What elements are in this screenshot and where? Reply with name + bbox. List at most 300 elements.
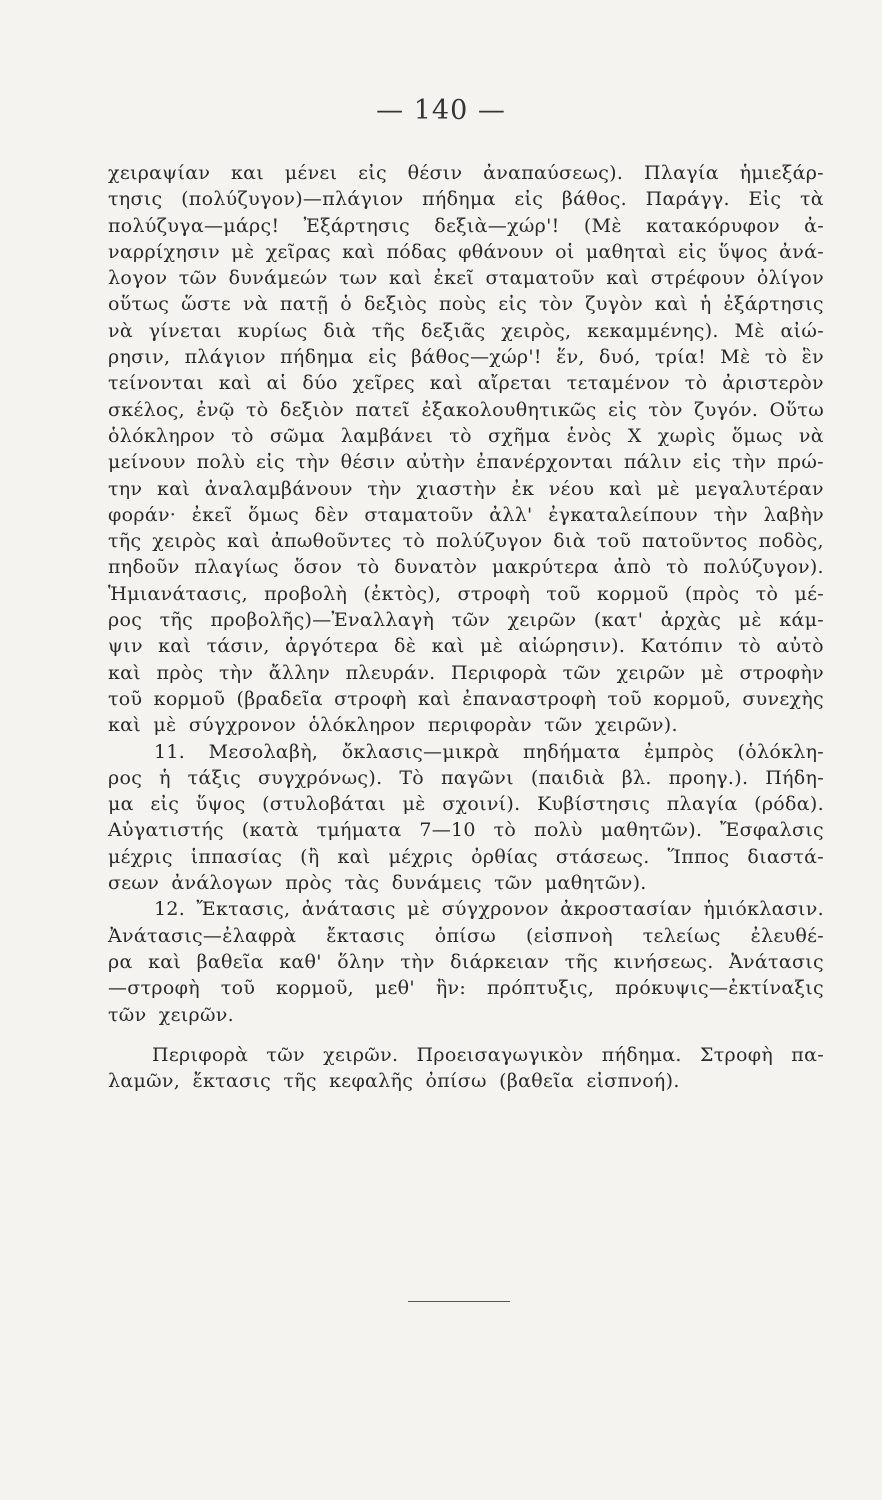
word: μὲ <box>407 898 431 921</box>
word: (βραδεῖα <box>236 687 323 710</box>
text-line <box>108 949 824 975</box>
word: καὶ <box>654 293 688 316</box>
word: ἀλλ' <box>489 503 533 526</box>
word: οὕτως <box>108 293 170 316</box>
word: Ἔκτασις, <box>196 898 291 921</box>
word: τῶν <box>178 267 218 290</box>
word: πλαγίως <box>194 556 279 579</box>
word: ρος <box>108 766 143 789</box>
word: θέσιν <box>340 451 396 474</box>
text-line <box>108 344 824 370</box>
word: ἓν <box>801 346 824 369</box>
word: αἴρεται <box>477 372 552 395</box>
word: νὰ <box>108 319 133 342</box>
word: αὐτὴν <box>406 451 466 474</box>
word: σχῆμα <box>487 424 551 447</box>
word: ἡμιόκλασιν. <box>703 898 824 921</box>
word: μένει <box>284 162 338 184</box>
word: κορμοῦ <box>153 687 226 710</box>
word: χειρὸς <box>152 530 217 553</box>
word: καὶ <box>342 240 376 263</box>
text-line <box>108 423 824 449</box>
word: μείνουν <box>108 451 186 474</box>
word: αἰώρησιν). <box>518 635 626 658</box>
word: στροφὴ <box>457 582 531 605</box>
word: εἰς <box>692 451 722 474</box>
word: (στυλοβάται <box>262 793 386 816</box>
word: σταματοῦν <box>485 267 595 290</box>
word: βάθος—χώρ'! <box>411 346 542 369</box>
word: καὶ <box>157 477 191 500</box>
word: (ὁλόκλη- <box>737 740 824 763</box>
word: τὴν <box>732 451 767 474</box>
word: πολύζυγον). <box>703 556 824 579</box>
word: χειρῶν <box>616 661 686 684</box>
word: τρία! <box>654 346 707 369</box>
word: χεῖρες <box>352 372 415 395</box>
word: κάμ- <box>779 609 824 632</box>
word: μεθ' <box>374 977 415 1000</box>
word: τὸ <box>493 819 517 842</box>
word: δεξιὰ—χώρ'! <box>434 214 560 237</box>
word: ὅμως <box>247 503 300 526</box>
word: Κατόπιν <box>640 635 724 658</box>
word: ἐλευθέ- <box>750 924 824 947</box>
word: σῶμα <box>269 424 325 447</box>
word: τησις <box>108 188 163 211</box>
text-line: σεων ἀνάλογων πρὸς τὰς δυνάμεις τῶν μαθητῶν). <box>108 872 647 895</box>
word: ἐξάρτησις <box>723 293 824 316</box>
word: Ἔσφαλσις <box>720 819 824 842</box>
word: δεξιᾶς <box>420 319 486 342</box>
word: Μεσολαβὴ, <box>208 740 319 763</box>
text-line <box>108 318 824 344</box>
word: εἰς <box>498 293 528 316</box>
word: ἀνά- <box>779 240 824 263</box>
text-line <box>108 633 824 659</box>
word: λογον <box>108 267 168 290</box>
word: μαθητῶν). <box>600 819 703 842</box>
text-line <box>108 844 824 870</box>
word: ἀνάτασις <box>301 898 396 921</box>
word: αἰώ- <box>780 319 824 342</box>
word: αὐτὸ <box>776 635 824 658</box>
word: κορμοῦ, <box>653 687 732 710</box>
word: (ἢ <box>300 845 320 868</box>
word: εἰς <box>608 398 637 421</box>
word: νὰ <box>243 293 268 316</box>
word: εἰς <box>150 793 180 816</box>
word: χιαστὴν <box>416 477 497 500</box>
word: κυρίως <box>237 319 308 342</box>
word: μὲ <box>700 661 725 684</box>
word: Ἐξάρτησις <box>303 214 410 237</box>
word: Ἡμιανάτασις, <box>108 582 248 605</box>
word: ρος <box>108 609 143 632</box>
word: ρα <box>108 950 133 973</box>
word: κορμοῦ <box>596 582 669 605</box>
text-line <box>108 896 824 922</box>
word: ἑνὸς <box>566 424 612 447</box>
word: μακρύτερα <box>492 556 599 579</box>
word: γίνεται <box>148 319 222 342</box>
word: ἀρχὰς <box>660 609 722 632</box>
word: ἐγκαταλείπουν <box>548 503 699 526</box>
word: Μὲ <box>734 319 765 342</box>
word: ἐπαναστροφὴ <box>462 687 597 710</box>
word: τὸ <box>684 372 708 395</box>
word: δεξιὸς <box>363 293 428 316</box>
word: ἐξακολουθητικῶς <box>421 398 597 421</box>
word: πρώ- <box>777 451 824 474</box>
word: ἐμπρὸς <box>644 740 715 763</box>
word: πολὺ <box>534 819 583 842</box>
text-line: τῶν χειρῶν. <box>108 1003 234 1026</box>
word: ἀναλαμβάνουν <box>204 477 353 500</box>
word: δὲν <box>314 503 349 526</box>
word: στάσεως. <box>555 845 650 868</box>
word: κατακόρυφον <box>646 214 780 237</box>
word: ἐκεῖ <box>191 503 233 526</box>
word: εἰς <box>358 162 387 184</box>
word: τοῦ <box>596 530 632 553</box>
word: Τὸ <box>399 766 425 789</box>
word: την <box>108 477 143 500</box>
word: συγχρόνως). <box>257 766 383 789</box>
word: χειραψίαν <box>108 162 211 184</box>
text-line: καὶ μὲ σύγχρονον ὁλόκληρον περιφορὰν τῶν χειρῶν). <box>108 714 678 737</box>
word: (κατ' <box>593 609 644 632</box>
word: λαμβάνει <box>340 424 434 447</box>
word: πήδημα <box>280 346 354 369</box>
word: ἔκτασις <box>326 924 405 947</box>
text-line <box>108 502 824 528</box>
word: ποδὸς, <box>758 530 824 553</box>
word: (πρὸς <box>684 582 740 605</box>
text-line <box>108 581 824 607</box>
word: Κυβίστησις <box>537 793 651 816</box>
word: εἰς <box>368 346 397 369</box>
word: φοράν· <box>108 503 177 526</box>
word: τείνονται <box>108 372 204 395</box>
word: πατοῦντος <box>642 530 748 553</box>
word: τῶν <box>451 609 491 632</box>
word: μὲ <box>656 477 681 500</box>
word: στρέφουν <box>650 267 746 290</box>
word: ὀρθίας <box>471 845 538 868</box>
word: μὲ <box>479 635 504 658</box>
word: νέου <box>548 477 595 500</box>
word: ἀναπαύσεως). <box>483 162 624 184</box>
text-line <box>108 765 824 791</box>
word: τῆς <box>108 530 142 553</box>
word: ὅλην <box>337 950 385 973</box>
word: πατεῖ <box>355 398 411 421</box>
word: μα <box>108 793 134 816</box>
word: κεκαμμένης). <box>587 319 719 342</box>
word: κορμοῦ, <box>276 977 355 1000</box>
word: δύο <box>302 372 338 395</box>
text-line: λαμῶν, ἔκτασις τῆς κεφαλῆς ὀπίσω (βαθεῖα εἰσπνοή). <box>108 1070 680 1093</box>
word: μαθηταὶ <box>585 240 667 263</box>
word: Χ <box>627 424 642 447</box>
word: πηδήματα <box>522 740 621 763</box>
word: ἡ <box>699 293 712 316</box>
word: τεταμένον <box>566 372 670 395</box>
word: τῆς <box>564 950 599 973</box>
word: πλάγιον <box>184 346 266 369</box>
word: ἐκ <box>511 477 535 500</box>
word: συνεχὴς <box>742 687 824 710</box>
word: χεῖρας <box>265 240 331 263</box>
word: ἐπανέρχονται <box>476 451 614 474</box>
word: χειρῶν <box>507 609 577 632</box>
word: τάσιν, <box>206 635 270 658</box>
word: τῶν <box>562 661 602 684</box>
word: καὶ <box>389 267 423 290</box>
word: κινήσεως. <box>613 950 714 973</box>
word: 7—10 <box>419 819 476 842</box>
word: τὸ <box>402 530 426 553</box>
text-line <box>108 739 824 765</box>
word: ὥστε <box>181 293 232 316</box>
word: τῆς <box>159 609 194 632</box>
word: πατῇ <box>279 293 329 316</box>
word: καθ' <box>279 950 322 973</box>
word: φθάνουν <box>458 240 544 263</box>
word: νὰ <box>798 424 824 447</box>
word: καὶ <box>429 372 463 395</box>
word: Ἀνάτασις—ἐλαφρὰ <box>108 924 297 947</box>
word: ἀπὸ <box>613 556 652 579</box>
word: τῆς <box>371 319 406 342</box>
paragraph <box>108 739 824 897</box>
word: λαβὴν <box>763 503 824 526</box>
word: τῶν <box>266 1043 305 1066</box>
word: ναρρίχησιν <box>108 240 221 263</box>
text-line <box>108 554 824 580</box>
word: (πολύζυγον)—πλάγιον <box>181 188 404 211</box>
word: πάλιν <box>623 451 682 474</box>
word: προηγ.). <box>668 766 749 789</box>
word: πολύζυγον <box>436 530 543 553</box>
text-line <box>108 817 824 843</box>
text-line <box>108 528 824 554</box>
word: βάθος. <box>561 188 628 211</box>
text-line <box>108 686 824 712</box>
word: ὕψος <box>195 793 246 816</box>
text-line <box>108 660 824 686</box>
word: 12. <box>154 898 186 921</box>
word: ζυγὸν <box>585 293 643 316</box>
word: σχοινί). <box>442 793 521 816</box>
word: τὸ <box>764 346 788 369</box>
text-line <box>108 1042 824 1068</box>
word: ὄκλασις—μικρὰ <box>341 740 500 763</box>
word: βλ. <box>621 766 652 789</box>
word: δὲ <box>393 635 417 658</box>
word: πρὸς <box>156 661 204 684</box>
word: πλαγία <box>666 793 738 816</box>
text-line <box>108 607 824 633</box>
word: Οὕτω <box>769 398 824 421</box>
word: τὰ <box>799 188 824 211</box>
word: τμήματα <box>316 819 402 842</box>
word: (ἐκτὸς), <box>363 582 442 605</box>
word: αἱ <box>266 372 288 395</box>
word: ἀργότερα <box>285 635 379 658</box>
word: τὸν <box>648 398 683 421</box>
word: Αὐγατιστής <box>108 819 224 842</box>
word: πήδημα. <box>601 1043 682 1066</box>
word: διὰ <box>323 319 356 342</box>
word: Πήδη- <box>765 766 824 789</box>
word: πρόπτυξις, <box>486 977 595 1000</box>
word: τὴν <box>713 503 749 526</box>
word: Εἰς <box>748 188 782 211</box>
word: ἡ <box>159 766 171 789</box>
word: ψιν <box>108 635 143 658</box>
word: ἐνῷ <box>196 398 235 421</box>
text-line <box>108 923 824 949</box>
word: καὶ <box>218 372 252 395</box>
word: διάρκειαν <box>450 950 550 973</box>
word: τοῦ <box>546 582 581 605</box>
text-line <box>108 449 824 475</box>
word: δυνατὸν <box>394 556 478 579</box>
word: μὲ <box>231 240 255 263</box>
word: ὕψος <box>718 240 768 263</box>
word: χειρὸς, <box>501 319 572 342</box>
word: Παράγγ. <box>645 188 730 211</box>
word: Ἀνάτασις <box>729 950 824 973</box>
word: ὁ <box>340 293 353 316</box>
word: Ἵππος <box>667 845 730 868</box>
word: καὶ <box>148 950 182 973</box>
word: τοῦ <box>607 687 642 710</box>
word: ὀλίγον <box>756 267 824 290</box>
word: βαθεῖα <box>196 950 264 973</box>
word: πηδοῦν <box>108 556 180 579</box>
word: τὸ <box>231 424 254 447</box>
word: καὶ <box>431 635 465 658</box>
text-line <box>108 160 824 186</box>
word: καὶ <box>417 687 452 710</box>
word: δυνάμεών <box>228 267 328 290</box>
word: ἀ- <box>804 214 824 237</box>
word: παγῶνι <box>440 766 514 789</box>
word: διὰ <box>553 530 586 553</box>
word: τὴν <box>367 477 402 500</box>
paragraph <box>108 160 824 739</box>
word: σταματοῦν <box>364 503 474 526</box>
text-line <box>108 370 824 396</box>
body-text <box>108 160 824 1094</box>
word: ζυγόν. <box>694 398 759 421</box>
word: ὅμως <box>731 424 783 447</box>
word: 11. <box>154 740 186 763</box>
page-number: — 140 — <box>376 95 506 126</box>
word: τὸ <box>738 635 762 658</box>
word: οἱ <box>555 240 575 263</box>
word: μεγαλυτέραν <box>694 477 824 500</box>
word: ἡμιεξάρ- <box>739 162 824 184</box>
word: ἣν: <box>435 977 467 1000</box>
word: σκέλος, <box>108 398 185 421</box>
word: προβολῆς)—Ἐναλλαγὴ <box>210 609 435 632</box>
word: μέ- <box>794 582 824 605</box>
word: πήδημα <box>422 188 496 211</box>
word: τὸ <box>666 556 689 579</box>
word: στροφὴ <box>334 687 407 710</box>
word: χειρῶν. <box>323 1043 399 1066</box>
word: τὴν <box>400 950 435 973</box>
word: εἰς <box>678 240 707 263</box>
word: τὸ <box>245 398 269 421</box>
word: τὸν <box>538 293 574 316</box>
word: καὶ <box>227 530 261 553</box>
word: —στροφὴ <box>108 977 200 1000</box>
word: σύγχρονον <box>441 898 549 921</box>
word: των <box>339 267 378 290</box>
word: ἀριστερὸν <box>722 372 824 395</box>
word: καὶ <box>108 661 142 684</box>
word: τελείως <box>642 924 721 947</box>
word: ποὺς <box>438 293 487 316</box>
word: (Μὲ <box>583 214 622 237</box>
text-line <box>108 397 824 423</box>
word: τάξις <box>187 766 242 789</box>
word: πα- <box>791 1043 824 1066</box>
paragraph <box>108 1042 824 1095</box>
word: τὸ <box>755 582 779 605</box>
word: εἰς <box>256 451 285 474</box>
word: και <box>230 162 265 184</box>
text-line <box>108 265 824 291</box>
word: δυό, <box>599 346 641 369</box>
word: Περιφορὰ <box>450 661 548 684</box>
word: εἰς <box>514 188 544 211</box>
word: χωρὶς <box>657 424 716 447</box>
word: στροφὴν <box>739 661 824 684</box>
word: τοῦ <box>220 977 256 1000</box>
paragraph <box>108 896 824 1027</box>
word: μὲ <box>402 793 426 816</box>
word: Στροφὴ <box>700 1043 774 1066</box>
word: τὴν <box>295 451 330 474</box>
word: (κατὰ <box>241 819 299 842</box>
text-line <box>108 239 824 265</box>
text-line <box>108 791 824 817</box>
word: καὶ <box>609 477 643 500</box>
word: πλευράν. <box>345 661 436 684</box>
word: πρόκυψις—ἐκτίναξις <box>615 977 824 1000</box>
text-line <box>108 213 824 239</box>
word: Πλαγία <box>643 162 719 184</box>
word: Μὲ <box>720 346 751 369</box>
word: πολὺ <box>196 451 246 474</box>
word: προβολὴ <box>264 582 348 605</box>
text-line <box>108 186 824 212</box>
word: Περιφορὰ <box>152 1043 249 1066</box>
word: ὀπίσω <box>434 924 497 947</box>
word: τὸ <box>356 556 380 579</box>
text-line <box>108 975 824 1001</box>
word: τὸ <box>449 424 472 447</box>
word: τὴν <box>218 661 254 684</box>
word: ρησιν, <box>108 346 171 369</box>
word: ἐκεῖ <box>433 267 475 290</box>
